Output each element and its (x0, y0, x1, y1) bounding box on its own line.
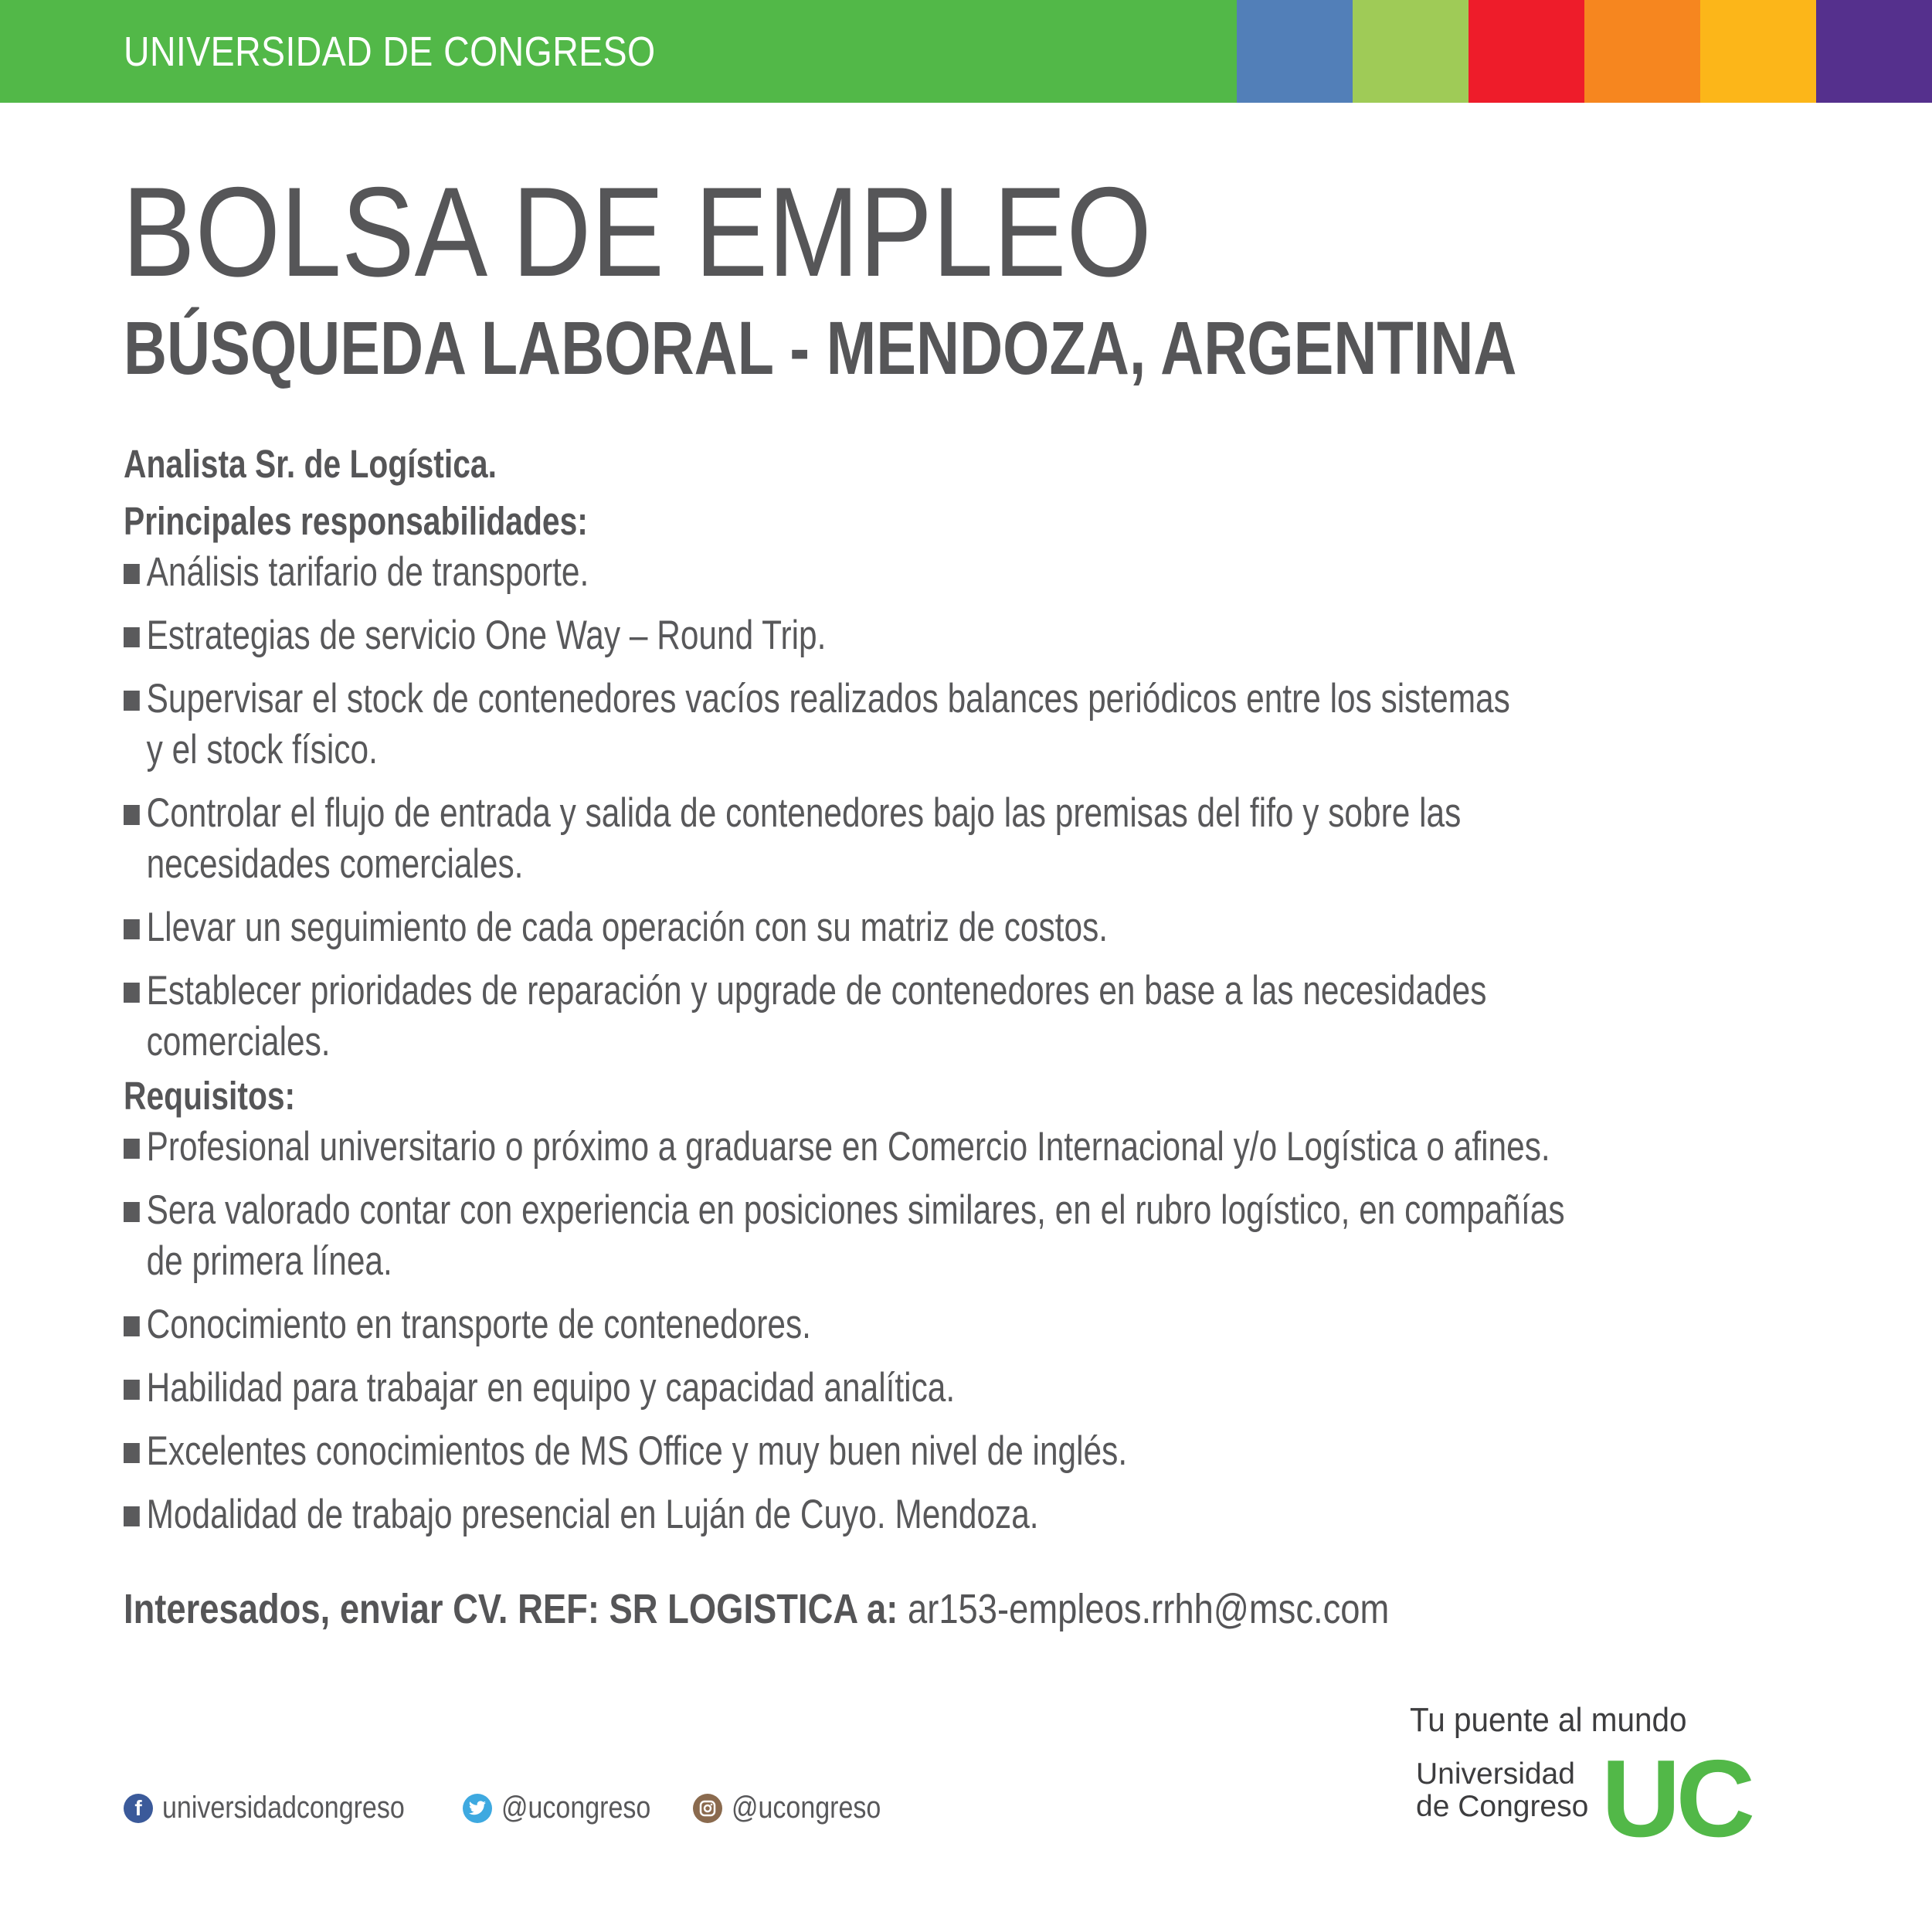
instagram-icon (693, 1794, 722, 1823)
requirement-item (124, 1363, 1792, 1414)
color-stripe-red (1469, 0, 1584, 103)
requirements-list (124, 1122, 1792, 1540)
responsibility-item (124, 788, 1792, 890)
responsibility-item (124, 610, 1792, 661)
responsibility-item (124, 674, 1792, 776)
instagram-link[interactable] (693, 1791, 891, 1825)
color-stripe-yellow (1700, 0, 1816, 103)
square-bullet-icon (124, 1316, 140, 1336)
responsibility-item (124, 902, 1792, 953)
page-subtitle: BÚSQUEDA LABORAL - MENDOZA, ARGENTINA (124, 306, 1517, 390)
color-stripe-purple (1816, 0, 1932, 103)
contact-line (124, 1585, 1389, 1633)
responsibility-text: Análisis tarifario de transporte. (146, 549, 589, 595)
square-bullet-icon (124, 1380, 140, 1400)
responsibility-text: Llevar un seguimiento de cada operación con su matriz de costos. (146, 905, 1109, 950)
logo-university-name: Universidad de Congreso (1416, 1757, 1589, 1823)
facebook-icon: f (124, 1794, 153, 1823)
responsibility-text: Estrategias de servicio One Way – Round Trip. (146, 613, 827, 658)
requirement-item (124, 1185, 1792, 1287)
logo-mark: UC (1601, 1737, 1751, 1860)
square-bullet-icon (124, 1202, 140, 1222)
university-name: UNIVERSIDAD DE CONGRESO (124, 28, 656, 75)
square-bullet-icon (124, 627, 140, 647)
twitter-icon (463, 1794, 492, 1823)
requirement-text: Sera valorado contar con experiencia en posiciones similares, en el rubro logístico, en compañías de primera línea. (146, 1187, 1565, 1284)
square-bullet-icon (124, 805, 140, 825)
requirement-item (124, 1426, 1792, 1477)
top-banner (0, 0, 1932, 103)
university-logo (1410, 1701, 1751, 1860)
contact-email[interactable]: ar153-empleos.rrhh@msc.com (907, 1586, 1390, 1632)
twitter-link[interactable] (463, 1791, 661, 1825)
requirement-text: Excelentes conocimientos de MS Office y muy buen nivel de inglés. (146, 1428, 1128, 1474)
responsibilities-list (124, 547, 1792, 1068)
square-bullet-icon (124, 564, 140, 584)
responsibility-item (124, 966, 1792, 1068)
requirement-text: Profesional universitario o próximo a graduarse en Comercio Internacional y/o Logística o afines. (146, 1124, 1550, 1170)
color-stripe-lightgreen (1353, 0, 1469, 103)
instagram-handle: @ucongreso (731, 1791, 881, 1825)
responsibility-text: Controlar el flujo de entrada y salida de contenedores bajo las premisas del fifo y sobre las necesidades comerciales. (146, 790, 1462, 887)
logo-tagline: Tu puente al mundo (1410, 1701, 1687, 1739)
responsibility-text: Establecer prioridades de reparación y upgrade de contenedores en base a las necesidades comerciales. (146, 968, 1487, 1064)
contact-label: Interesados, enviar CV. REF: SR LOGISTICA a: (124, 1586, 898, 1632)
square-bullet-icon (124, 919, 140, 939)
requirement-text: Habilidad para trabajar en equipo y capacidad analítica. (146, 1365, 956, 1411)
job-description (124, 439, 1823, 1540)
requirement-text: Modalidad de trabajo presencial en Luján de Cuyo. Mendoza. (146, 1492, 1039, 1537)
responsibility-item (124, 547, 1792, 598)
social-links (124, 1791, 922, 1825)
color-stripe-orange (1584, 0, 1700, 103)
facebook-link[interactable] (124, 1791, 432, 1825)
requirement-item (124, 1299, 1792, 1350)
responsibility-text: Supervisar el stock de contenedores vacíos realizados balances periódicos entre los sistemas y el stock físico. (146, 676, 1510, 772)
square-bullet-icon (124, 1506, 140, 1526)
twitter-handle: @ucongreso (501, 1791, 651, 1825)
square-bullet-icon (124, 1139, 140, 1159)
square-bullet-icon (124, 983, 140, 1003)
color-stripe-blue (1237, 0, 1353, 103)
requirement-item (124, 1122, 1792, 1173)
responsibilities-heading: Principales responsabilidades: (124, 499, 588, 543)
square-bullet-icon (124, 1443, 140, 1463)
requirement-item (124, 1489, 1792, 1540)
page-title: BOLSA DE EMPLEO (122, 161, 1152, 303)
requirement-text: Conocimiento en transporte de contenedores. (146, 1302, 811, 1347)
square-bullet-icon (124, 691, 140, 711)
banner-green (0, 0, 1237, 103)
facebook-handle: universidadcongreso (162, 1791, 405, 1825)
requirements-heading: Requisitos: (124, 1074, 296, 1118)
position-title: Analista Sr. de Logística. (124, 442, 497, 486)
